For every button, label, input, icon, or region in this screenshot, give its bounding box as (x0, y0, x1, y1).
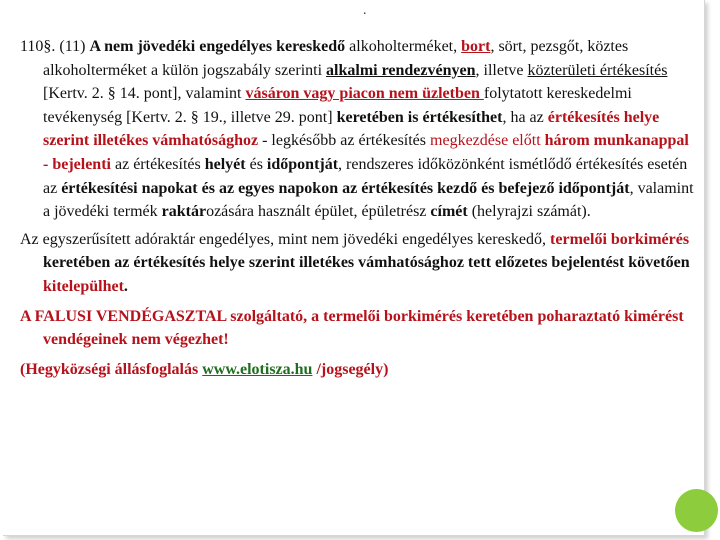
paragraph-adoraktar (20, 228, 696, 299)
p1-text: közterületi értékesítés (527, 61, 668, 79)
p1-text: folytatott kereskedelmi tevékenység [Kertv. 2. § 19., illetve 29. pont] (43, 85, 632, 126)
p1-text: , rendszeres időközönként ismétlődő értékesítés esetén az (43, 155, 688, 197)
p1-text: értékesítés helye szerint illetékes vámhatósághoz (43, 108, 660, 150)
paragraph-110 (20, 35, 696, 224)
p3-text: A FALUSI VENDÉGASZTAL szolgáltató, a termelői borkimérés keretében (20, 307, 534, 325)
p1-text: , sört, pezsgőt, köztes alkoholterméket a külön jogszabály szerinti (43, 38, 629, 79)
paragraph-falusi-vendegasztal (20, 305, 696, 352)
p1-text: , illetve (475, 61, 528, 79)
p1-text: bort (461, 38, 491, 55)
p1-text: 110§. (11) (20, 38, 90, 55)
paragraph-hegykozsegi (20, 358, 696, 382)
p1-text: (helyrajzi számát). (467, 203, 591, 221)
p2-text: Az egyszerűsített adóraktár engedélyes, mint nem jövedéki engedélyes kereskedő, (20, 230, 551, 248)
p2-text: keretében az értékesítés helye szerint illetékes vámhatósághoz tett előzetes bejelentést követően (43, 254, 690, 272)
p1-text: három munkanappal - bejelenti (43, 132, 689, 173)
p4-text: /jogsegély) (312, 360, 389, 378)
p3-text: poharaztató kimérést vendégeinek nem végezhet! (43, 307, 684, 349)
p1-text: raktár (161, 203, 207, 221)
p1-text: A nem jövedéki engedélyes kereskedő (89, 38, 346, 55)
p1-text: és (245, 155, 267, 173)
p1-text: ozására használt épület, épületrész (206, 203, 431, 221)
p1-text: , ha az (502, 108, 548, 126)
p1-text: az értékesítés (110, 155, 205, 173)
p1-text: - legkésőbb az értékesítés (258, 132, 431, 150)
p1-text: , valamint a jövedéki termék (43, 179, 694, 221)
p1-text: alkalmi rendezvényen (326, 61, 476, 79)
p1-text: keretében is értékesíthet (336, 108, 503, 126)
green-circle-decoration (675, 489, 718, 532)
p2-text: . (123, 277, 128, 295)
p1-text: értékesítési napokat és az egyes napokon az értékesítés kezdő és befejező időpontját (61, 179, 630, 197)
p1-text: időpontját (266, 155, 339, 173)
slide-marker: . (363, 3, 367, 18)
p1-text: vásáron vagy piacon nem üzletben (245, 85, 484, 103)
p1-text: helyét (204, 155, 246, 173)
p2-text: termelői borkimérés (550, 230, 690, 248)
slide-content (20, 35, 696, 385)
elotisza-link[interactable]: www.elotisza.hu (202, 360, 313, 378)
p1-text: címét (430, 203, 468, 221)
p2-text: kitelepülhet (43, 277, 124, 295)
p1-text: alkoholterméket, (345, 38, 462, 55)
p1-text: [Kertv. 2. § 14. pont], valamint (43, 85, 246, 103)
p4-text: (Hegyközségi állásfoglalás (20, 360, 203, 378)
p1-text: megkezdése előtt (430, 132, 541, 150)
